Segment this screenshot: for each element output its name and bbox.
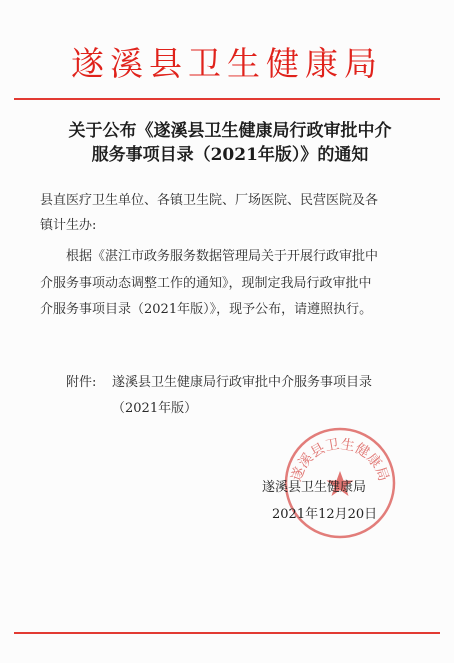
footer-red-rule: [14, 632, 440, 634]
signature-date: 2021年12月20日: [272, 507, 378, 522]
addressee-line-1: 县直医疗卫生单位、各镇卫生院、厂场医院、民营医院及各: [40, 193, 379, 208]
attachment-title-line-2: （2021年版）: [112, 401, 198, 416]
attachment-label: 附件:: [66, 375, 97, 390]
body-paragraph-line-1: 根据《湛江市政务服务数据管理局关于开展行政审批中: [66, 249, 379, 264]
document-title-line-1: 关于公布《遂溪县卫生健康局行政审批中介: [68, 121, 392, 141]
body-paragraph-line-3: 介服务事项目录（2021年版）》，现予公布，请遵照执行。: [40, 302, 373, 317]
addressee-line-2: 镇计生办:: [40, 218, 97, 233]
attachment-title-line-1: 遂溪县卫生健康局行政审批中介服务事项目录: [112, 375, 373, 390]
masthead-red-rule: [14, 98, 440, 100]
document-title-line-2: 服务事项目录（2021年版）》的通知: [91, 145, 369, 165]
signature-organization: 遂溪县卫生健康局: [262, 480, 367, 495]
seal-text: 遂溪县卫生健康局: [288, 436, 392, 484]
body-paragraph-line-2: 介服务事项动态调整工作的通知》，现制定我局行政审批中: [40, 276, 372, 291]
masthead-org-name: 遂溪县卫生健康局: [71, 44, 383, 83]
